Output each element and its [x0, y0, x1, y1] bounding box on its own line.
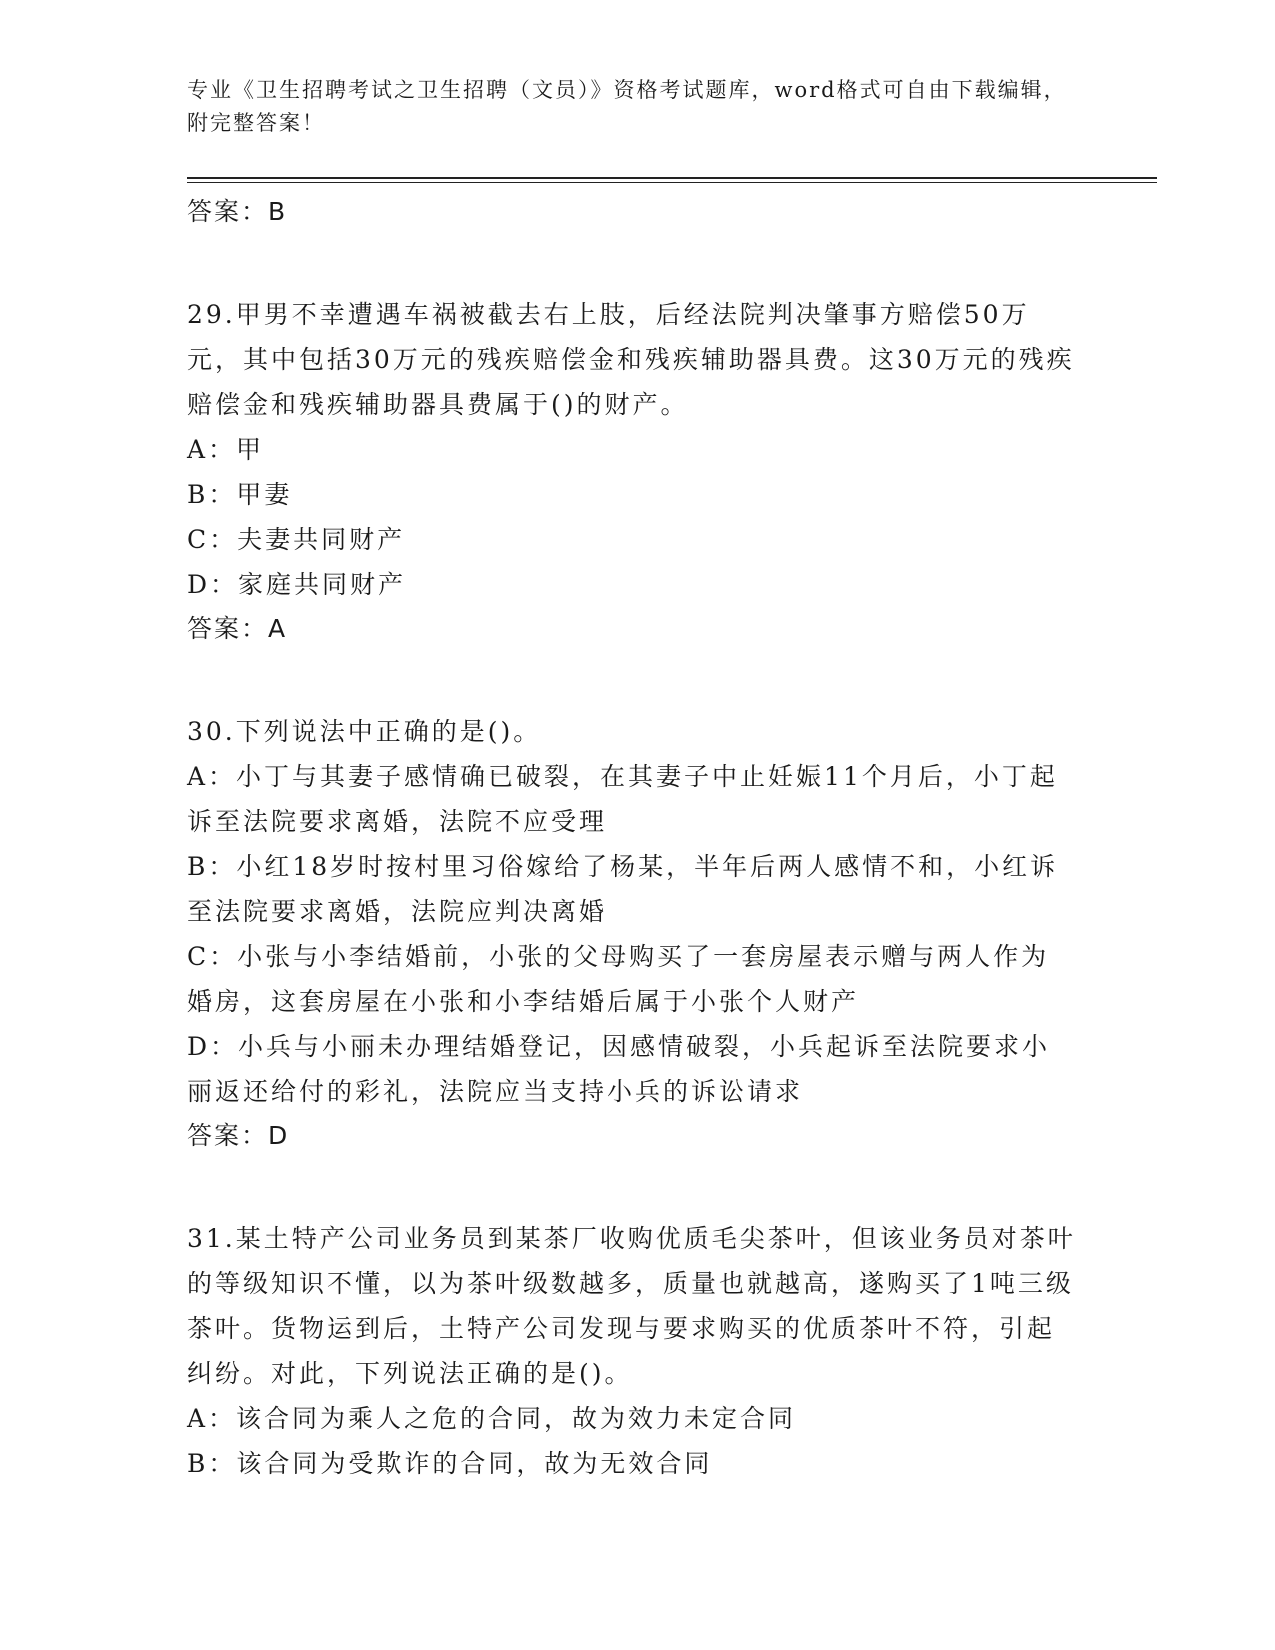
question-30: [187, 709, 1077, 1158]
question-stem: 31.某土特产公司业务员到某茶厂收购优质毛尖茶叶，但该业务员对茶叶的等级知识不懂，以为茶叶级数越多，质量也就越高，遂购买了1吨三级茶叶。货物运到后，土特产公司发现与要求购买的优质茶叶不符，引起纠纷。对此，下列说法正确的是()。: [187, 1224, 1076, 1388]
option-a: A：甲: [187, 435, 265, 464]
header-note: 专业《卫生招聘考试之卫生招聘（文员）》资格考试题库，word格式可自由下载编辑，附完整答案！: [187, 78, 1067, 135]
question-29: [187, 292, 1077, 651]
option-a: A：该合同为乘人之危的合同，故为效力未定合同: [187, 1404, 797, 1433]
answer-label: 答案：D: [187, 1121, 290, 1150]
option-a: A：小丁与其妻子感情确已破裂，在其妻子中止妊娠11个月后，小丁起诉至法院要求离婚，法院不应受理: [187, 762, 1058, 836]
question-stem: 30.下列说法中正确的是()。: [187, 717, 542, 746]
option-c: C：夫妻共同财产: [187, 525, 406, 554]
option-c: C：小张与小李结婚前，小张的父母购买了一套房屋表示赠与两人作为婚房，这套房屋在小张和小李结婚后属于小张个人财产: [187, 942, 1050, 1016]
option-d: D：小兵与小丽未办理结婚登记，因感情破裂，小兵起诉至法院要求小丽返还给付的彩礼，法院应当支持小兵的诉讼请求: [187, 1032, 1051, 1106]
question-31: [187, 1216, 1077, 1486]
option-d: D：家庭共同财产: [187, 570, 407, 599]
option-b: B：甲妻: [187, 480, 293, 509]
option-b: B：小红18岁时按村里习俗嫁给了杨某，半年后两人感情不和，小红诉至法院要求离婚，法院应判决离婚: [187, 852, 1059, 926]
spacer: [187, 234, 1077, 292]
spacer: [187, 651, 1077, 709]
answer-label: 答案：A: [187, 614, 288, 643]
header-divider: [187, 177, 1157, 179]
spacer: [187, 1158, 1077, 1216]
header-divider-thin: [187, 182, 1157, 183]
question-stem: 29.甲男不幸遭遇车祸被截去右上肢，后经法院判决肇事方赔偿50万元，其中包括30万元的残疾赔偿金和残疾辅助器具费。这30万元的残疾赔偿金和残疾辅助器具费属于()的财产。: [187, 300, 1075, 419]
answer-label: 答案：B: [187, 197, 288, 226]
option-b: B：该合同为受欺诈的合同，故为无效合同: [187, 1449, 713, 1478]
question-list: [187, 190, 1077, 1486]
